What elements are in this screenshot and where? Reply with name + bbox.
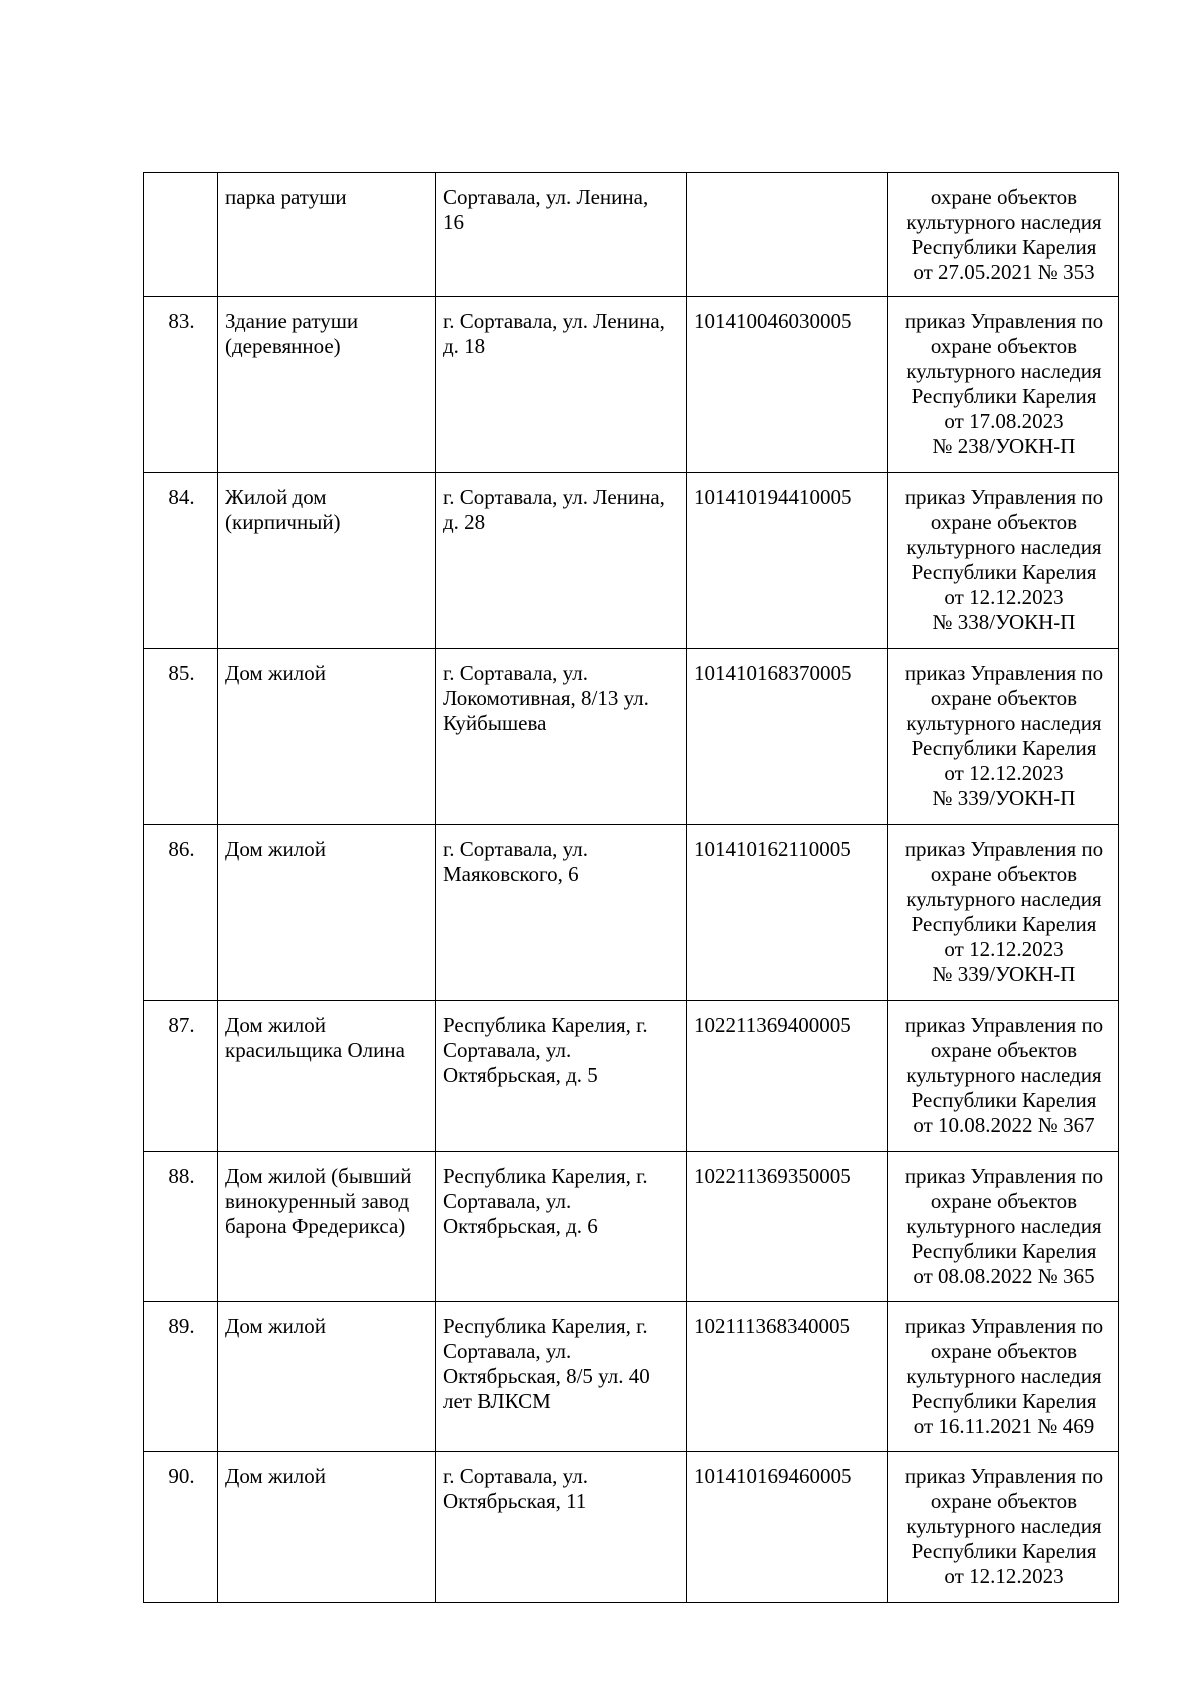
text-line: охране объектов: [930, 185, 1078, 209]
text-line: приказ Управления по: [904, 837, 1104, 861]
table-row: [144, 825, 1119, 1001]
text-line: красильщика Олина: [225, 1038, 405, 1062]
text-line: Дом жилой: [225, 1013, 326, 1037]
text-line: Локомотивная, 8/13 ул.: [443, 686, 649, 710]
text-line: Сортавала, ул.: [443, 1038, 572, 1062]
text-line: приказ Управления по: [904, 1314, 1104, 1338]
table-row: [144, 473, 1119, 649]
text-line: культурного наследия: [906, 1214, 1102, 1238]
text-line: от 12.12.2023: [944, 585, 1064, 609]
text-line: приказ Управления по: [904, 309, 1104, 333]
table-row: [144, 649, 1119, 825]
registry-code: 102211369350005: [687, 1152, 888, 1302]
text-line: Республики Карелия: [911, 1389, 1097, 1413]
row-number: 85.: [144, 649, 218, 825]
row-number: 87.: [144, 1001, 218, 1152]
text-line: от 17.08.2023: [944, 409, 1064, 433]
text-line: Республики Карелия: [911, 1088, 1097, 1112]
text-line: д. 28: [443, 510, 486, 534]
text-line: культурного наследия: [906, 1063, 1102, 1087]
order-document: [888, 173, 1119, 297]
text-line: от 12.12.2023: [944, 937, 1064, 961]
text-line: г. Сортавала, ул. Ленина,: [443, 309, 665, 333]
text-line: № 338/УОКН-П: [932, 610, 1076, 634]
text-line: г. Сортавала, ул.: [443, 1464, 588, 1488]
order-document: [888, 1452, 1119, 1603]
object-address: [436, 825, 687, 1001]
text-line: № 238/УОКН-П: [932, 434, 1076, 458]
text-line: Республики Карелия: [911, 235, 1097, 259]
text-line: Дом жилой: [225, 661, 326, 685]
text-line: г. Сортавала, ул. Ленина,: [443, 485, 665, 509]
text-line: № 339/УОКН-П: [932, 786, 1076, 810]
text-line: охране объектов: [930, 686, 1078, 710]
text-line: культурного наследия: [906, 887, 1102, 911]
text-line: Маяковского, 6: [443, 862, 579, 886]
text-line: охране объектов: [930, 1038, 1078, 1062]
text-line: культурного наследия: [906, 711, 1102, 735]
text-line: (деревянное): [225, 334, 341, 358]
row-number: 83.: [144, 297, 218, 473]
order-document: [888, 297, 1119, 473]
text-line: Республики Карелия: [911, 384, 1097, 408]
order-document: [888, 1302, 1119, 1452]
text-line: (кирпичный): [225, 510, 341, 534]
object-name: [218, 649, 436, 825]
object-name: [218, 297, 436, 473]
text-line: охране объектов: [930, 1189, 1078, 1213]
text-line: Дом жилой: [225, 1464, 326, 1488]
order-document: [888, 1001, 1119, 1152]
text-line: от 10.08.2022 № 367: [913, 1113, 1095, 1137]
row-number: 88.: [144, 1152, 218, 1302]
text-line: Здание ратуши: [225, 309, 359, 333]
text-line: № 339/УОКН-П: [932, 962, 1076, 986]
object-address: [436, 1152, 687, 1302]
text-line: Дом жилой (бывший: [225, 1164, 412, 1188]
text-line: Куйбышева: [443, 711, 547, 735]
text-line: Жилой дом: [225, 485, 327, 509]
object-address: [436, 1452, 687, 1603]
text-line: Октябрьская, д. 6: [443, 1214, 598, 1238]
object-name: [218, 1152, 436, 1302]
text-line: Дом жилой: [225, 837, 326, 861]
text-line: Октябрьская, д. 5: [443, 1063, 598, 1087]
order-document: [888, 649, 1119, 825]
table-row: [144, 1452, 1119, 1603]
text-line: Республики Карелия: [911, 1239, 1097, 1263]
text-line: приказ Управления по: [904, 1164, 1104, 1188]
table-row: [144, 1152, 1119, 1302]
row-number: 90.: [144, 1452, 218, 1603]
text-line: Сортавала, ул.: [443, 1339, 572, 1363]
object-name: [218, 1302, 436, 1452]
object-address: [436, 173, 687, 297]
text-line: охране объектов: [930, 334, 1078, 358]
text-line: Сортавала, ул.: [443, 1189, 572, 1213]
text-line: приказ Управления по: [904, 1464, 1104, 1488]
text-line: Республики Карелия: [911, 560, 1097, 584]
table-row: [144, 173, 1119, 297]
object-address: [436, 1302, 687, 1452]
text-line: от 12.12.2023: [944, 1564, 1064, 1588]
text-line: от 08.08.2022 № 365: [913, 1264, 1095, 1288]
text-line: Республики Карелия: [911, 1539, 1097, 1563]
text-line: 16: [443, 210, 464, 234]
registry-code: 102111368340005: [687, 1302, 888, 1452]
registry-code: [687, 173, 888, 297]
order-document: [888, 1152, 1119, 1302]
object-name: [218, 825, 436, 1001]
text-line: культурного наследия: [906, 535, 1102, 559]
text-line: Республика Карелия, г.: [443, 1164, 648, 1188]
text-line: Дом жилой: [225, 1314, 326, 1338]
text-line: охране объектов: [930, 1339, 1078, 1363]
table-row: [144, 1001, 1119, 1152]
text-line: Октябрьская, 11: [443, 1489, 587, 1513]
text-line: Октябрьская, 8/5 ул. 40: [443, 1364, 650, 1388]
registry-code: 101410162110005: [687, 825, 888, 1001]
text-line: г. Сортавала, ул.: [443, 661, 588, 685]
row-number: 84.: [144, 473, 218, 649]
text-line: Республика Карелия, г.: [443, 1013, 648, 1037]
object-name: [218, 473, 436, 649]
text-line: лет ВЛКСМ: [443, 1389, 551, 1413]
order-document: [888, 825, 1119, 1001]
text-line: от 12.12.2023: [944, 761, 1064, 785]
registry-code: 101410169460005: [687, 1452, 888, 1603]
text-line: охране объектов: [930, 1489, 1078, 1513]
text-line: приказ Управления по: [904, 1013, 1104, 1037]
text-line: винокуренный завод: [225, 1189, 410, 1213]
table-row: [144, 1302, 1119, 1452]
text-line: от 27.05.2021 № 353: [913, 260, 1095, 284]
registry-code: 101410046030005: [687, 297, 888, 473]
text-line: д. 18: [443, 334, 486, 358]
text-line: культурного наследия: [906, 210, 1102, 234]
registry-code: 101410168370005: [687, 649, 888, 825]
object-address: [436, 1001, 687, 1152]
text-line: Республика Карелия, г.: [443, 1314, 648, 1338]
text-line: Республики Карелия: [911, 736, 1097, 760]
object-address: [436, 649, 687, 825]
registry-code: 101410194410005: [687, 473, 888, 649]
text-line: приказ Управления по: [904, 661, 1104, 685]
object-address: [436, 297, 687, 473]
registry-code: 102211369400005: [687, 1001, 888, 1152]
object-name: [218, 173, 436, 297]
object-name: [218, 1001, 436, 1152]
text-line: г. Сортавала, ул.: [443, 837, 588, 861]
text-line: охране объектов: [930, 862, 1078, 886]
object-name: [218, 1452, 436, 1603]
table-row: [144, 297, 1119, 473]
row-number: 89.: [144, 1302, 218, 1452]
text-line: от 16.11.2021 № 469: [913, 1414, 1095, 1438]
heritage-registry-table: [143, 172, 1119, 1603]
text-line: приказ Управления по: [904, 485, 1104, 509]
text-line: парка ратуши: [225, 185, 347, 209]
order-document: [888, 473, 1119, 649]
text-line: Республики Карелия: [911, 912, 1097, 936]
text-line: охране объектов: [930, 510, 1078, 534]
text-line: культурного наследия: [906, 1364, 1102, 1388]
row-number: [144, 173, 218, 297]
text-line: культурного наследия: [906, 1514, 1102, 1538]
text-line: культурного наследия: [906, 359, 1102, 383]
object-address: [436, 473, 687, 649]
text-line: Сортавала, ул. Ленина,: [443, 185, 649, 209]
text-line: барона Фредерикса): [225, 1214, 406, 1238]
row-number: 86.: [144, 825, 218, 1001]
